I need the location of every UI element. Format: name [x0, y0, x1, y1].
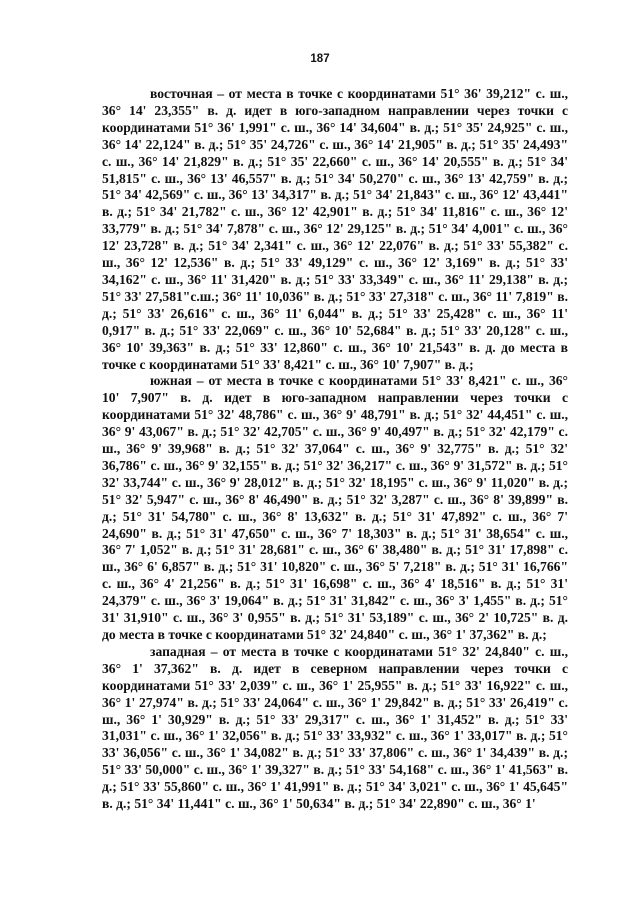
document-body [102, 86, 568, 813]
paragraph-western-boundary: западная – от места в точке с координатами 51° 32' 24,840" с. ш., 36° 1' 37,362" в. д. идет в северном направлении через точки с координатами 51° 33' 2,039" с. ш., 36° 1' 25,955" в. д.; 51° 33' 16,922" с. ш., 36° 1' 27,974" в. д.; 51° 33' 24,064" с. ш., 36° 1' 29,842" в. д.; 51° 33' 26,419" с. ш., 36° 1' 30,929" в. д.; 51° 33' 29,317" с. ш., 36° 1' 31,452" в. д.; 51° 33' 31,031" с. ш., 36° 1' 32,056" в. д.; 51° 33' 33,932" с. ш., 36° 1' 33,017" в. д.; 51° 33' 36,056" с. ш., 36° 1' 34,082" в. д.; 51° 33' 37,806" с. ш., 36° 1' 34,439" в. д.; 51° 33' 50,000" с. ш., 36° 1' 39,327" в. д.; 51° 33' 54,168" с. ш., 36° 1' 41,563" в. д.; 51° 33' 55,860" с. ш., 36° 1' 41,991" в. д.; 51° 34' 3,021" с. ш., 36° 1' 45,645" в. д.; 51° 34' 11,441" с. ш., 36° 1' 50,634" в. д.; 51° 34' 22,890" с. ш., 36° 1' [102, 643, 568, 812]
paragraph-southern-boundary: южная – от места в точке с координатами 51° 33' 8,421" с. ш., 36° 10' 7,907" в. д. идет в юго-западном направлении через точки с координатами 51° 32' 48,786" с. ш., 36° 9' 48,791" в. д.; 51° 32' 44,451" с. ш., 36° 9' 43,067" в. д.; 51° 32' 42,705" с. ш., 36° 9' 40,497" в. д.; 51° 32' 42,179" с. ш., 36° 9' 39,968" в. д.; 51° 32' 37,064" с. ш., 36° 9' 32,775" в. д.; 51° 32' 36,786" с. ш., 36° 9' 32,155" в. д.; 51° 32' 36,217" с. ш., 36° 9' 31,572" в. д.; 51° 32' 33,744" с. ш., 36° 9' 28,012" в. д.; 51° 32' 18,195" с. ш., 36° 9' 11,020" в. д.; 51° 32' 5,947" с. ш., 36° 8' 46,490" в. д.; 51° 32' 3,287" с. ш., 36° 8' 39,899" в. д.; 51° 31' 54,780" с. ш., 36° 8' 13,632" в. д.; 51° 31' 47,892" с. ш., 36° 7' 24,690" в. д.; 51° 31' 47,650" с. ш., 36° 7' 18,303" в. д.; 51° 31' 38,654" с. ш., 36° 7' 1,052" в. д.; 51° 31' 28,681" с. ш., 36° 6' 38,480" в. д.; 51° 31' 17,898" с. ш., 36° 6' 6,857" в. д.; 51° 31' 10,820" с. ш., 36° 5' 7,218" в. д.; 51° 31' 16,766" с. ш., 36° 4' 21,256" в. д.; 51° 31' 16,698" с. ш., 36° 4' 18,516" в. д.; 51° 31' 24,379" с. ш., 36° 3' 19,064" в. д.; 51° 31' 31,842" с. ш., 36° 3' 1,455" в. д.; 51° 31' 31,910" с. ш., 36° 3' 0,955" в. д.; 51° 31' 53,189" с. ш., 36° 2' 10,725" в. д. до места в точке с координатами 51° 32' 24,840" с. ш., 36° 1' 37,362" в. д.; [102, 373, 568, 642]
page-number: 187 [310, 53, 330, 65]
paragraph-eastern-boundary: восточная – от места в точке с координатами 51° 36' 39,212" с. ш., 36° 14' 23,355" в. д. идет в юго-западном направлении через точки с координатами 51° 36' 1,991" с. ш., 36° 14' 34,604" в. д.; 51° 35' 24,925" с. ш., 36° 14' 22,124" в. д.; 51° 35' 24,726" с. ш., 36° 14' 21,905" в. д.; 51° 35' 24,493" с. ш., 36° 14' 21,829" в. д.; 51° 35' 22,660" с. ш., 36° 14' 20,555" в. д.; 51° 34' 51,815" с. ш., 36° 13' 46,557" в. д.; 51° 34' 50,270" с. ш., 36° 13' 42,759" в. д.; 51° 34' 42,569" с. ш., 36° 13' 34,317" в. д.; 51° 34' 21,843" с. ш., 36° 12' 43,441" в. д.; 51° 34' 21,782" с. ш., 36° 12' 42,901" в. д.; 51° 34' 11,816" с. ш., 36° 12' 33,779" в. д.; 51° 34' 7,878" с. ш., 36° 12' 29,125" в. д.; 51° 34' 4,001" с. ш., 36° 12' 23,728" в. д.; 51° 34' 2,341" с. ш., 36° 12' 22,076" в. д.; 51° 33' 55,382" с. ш., 36° 12' 12,536" в. д.; 51° 33' 49,129" с. ш., 36° 12' 3,169" в. д.; 51° 33' 34,162" с. ш., 36° 11' 31,420" в. д.; 51° 33' 33,349" с. ш., 36° 11' 29,138" в. д.; 51° 33' 27,581"с.ш.; 36° 11' 10,036" в. д.; 51° 33' 27,318" с. ш., 36° 11' 7,819" в. д.; 51° 33' 26,616" с. ш., 36° 11' 6,044" в. д.; 51° 33' 25,428" с. ш., 36° 11' 0,917" в. д.; 51° 33' 22,069" с. ш., 36° 10' 52,684" в. д.; 51° 33' 20,128" с. ш., 36° 10' 39,363" в. д.; 51° 33' 12,860" с. ш., 36° 10' 21,543" в. д. до места в точке с координатами 51° 33' 8,421" с. ш., 36° 10' 7,907" в. д.; [102, 86, 568, 372]
